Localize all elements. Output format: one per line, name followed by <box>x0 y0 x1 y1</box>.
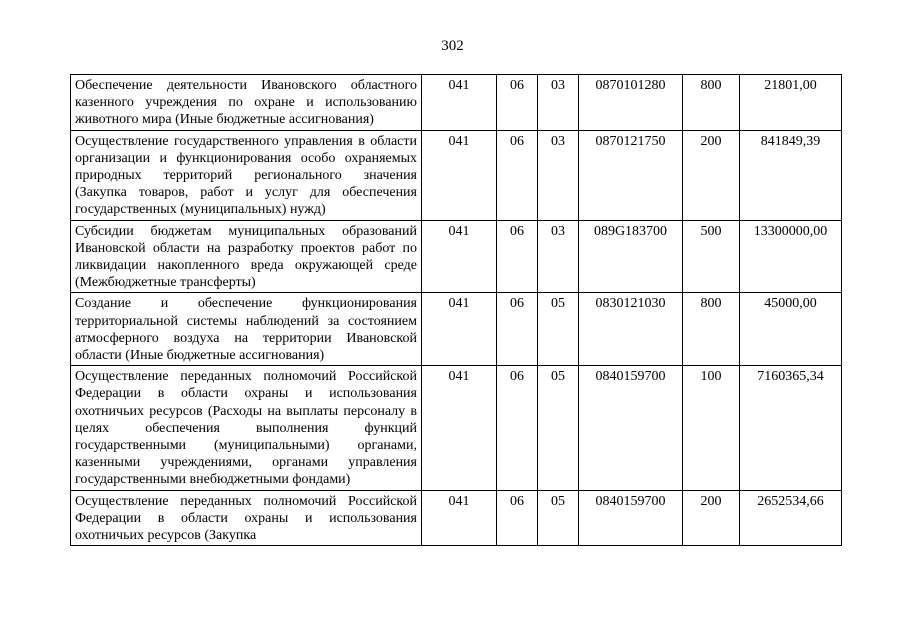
section-code: 06 <box>497 490 538 546</box>
expense-type-code: 800 <box>683 75 740 131</box>
row-description: Осуществление переданных полномочий Российской Федерации в области охраны и использования охотничьих ресурсов (Закупка <box>71 490 422 546</box>
target-article-code: 0840159700 <box>579 490 683 546</box>
row-description: Создание и обеспечение функционирования территориальной системы наблюдений за состоянием атмосферного воздуха на территории Ивановской области (Иные бюджетные ассигнования) <box>71 293 422 366</box>
subsection-code: 05 <box>538 366 579 490</box>
subsection-code: 03 <box>538 75 579 131</box>
ministry-code: 041 <box>422 75 497 131</box>
ministry-code: 041 <box>422 490 497 546</box>
ministry-code: 041 <box>422 366 497 490</box>
target-article-code: 0870101280 <box>579 75 683 131</box>
subsection-code: 03 <box>538 130 579 220</box>
table-row <box>71 220 842 293</box>
expense-type-code: 500 <box>683 220 740 293</box>
target-article-code: 0870121750 <box>579 130 683 220</box>
table-row <box>71 490 842 546</box>
amount: 7160365,34 <box>740 366 842 490</box>
expense-type-code: 100 <box>683 366 740 490</box>
expense-type-code: 200 <box>683 490 740 546</box>
subsection-code: 05 <box>538 293 579 366</box>
amount: 2652534,66 <box>740 490 842 546</box>
page-number: 302 <box>441 38 464 54</box>
section-code: 06 <box>497 293 538 366</box>
amount: 841849,39 <box>740 130 842 220</box>
target-article-code: 0830121030 <box>579 293 683 366</box>
ministry-code: 041 <box>422 220 497 293</box>
table-row <box>71 293 842 366</box>
table-row <box>71 75 842 131</box>
row-description: Осуществление переданных полномочий Российской Федерации в области охраны и использования охотничьих ресурсов (Расходы на выплаты персоналу в целях обеспечения выполнения функций государственными (муниципальными) органами, казенными учреждениями, органами управления государственными внебюджетными фондами) <box>71 366 422 490</box>
subsection-code: 05 <box>538 490 579 546</box>
expense-type-code: 200 <box>683 130 740 220</box>
budget-table <box>70 74 842 546</box>
section-code: 06 <box>497 366 538 490</box>
section-code: 06 <box>497 220 538 293</box>
row-description: Осуществление государственного управления в области организации и функционирования особо охраняемых природных территорий регионального значения (Закупка товаров, работ и услуг для обеспечения государственных (муниципальных) нужд) <box>71 130 422 220</box>
amount: 13300000,00 <box>740 220 842 293</box>
subsection-code: 03 <box>538 220 579 293</box>
amount: 45000,00 <box>740 293 842 366</box>
ministry-code: 041 <box>422 130 497 220</box>
amount: 21801,00 <box>740 75 842 131</box>
section-code: 06 <box>497 75 538 131</box>
row-description: Обеспечение деятельности Ивановского областного казенного учреждения по охране и использованию животного мира (Иные бюджетные ассигнования) <box>71 75 422 131</box>
expense-type-code: 800 <box>683 293 740 366</box>
ministry-code: 041 <box>422 293 497 366</box>
target-article-code: 089G183700 <box>579 220 683 293</box>
row-description: Субсидии бюджетам муниципальных образований Ивановской области на разработку проектов работ по ликвидации накопленного вреда окружающей среде (Межбюджетные трансферты) <box>71 220 422 293</box>
table-row <box>71 366 842 490</box>
target-article-code: 0840159700 <box>579 366 683 490</box>
table-row <box>71 130 842 220</box>
section-code: 06 <box>497 130 538 220</box>
